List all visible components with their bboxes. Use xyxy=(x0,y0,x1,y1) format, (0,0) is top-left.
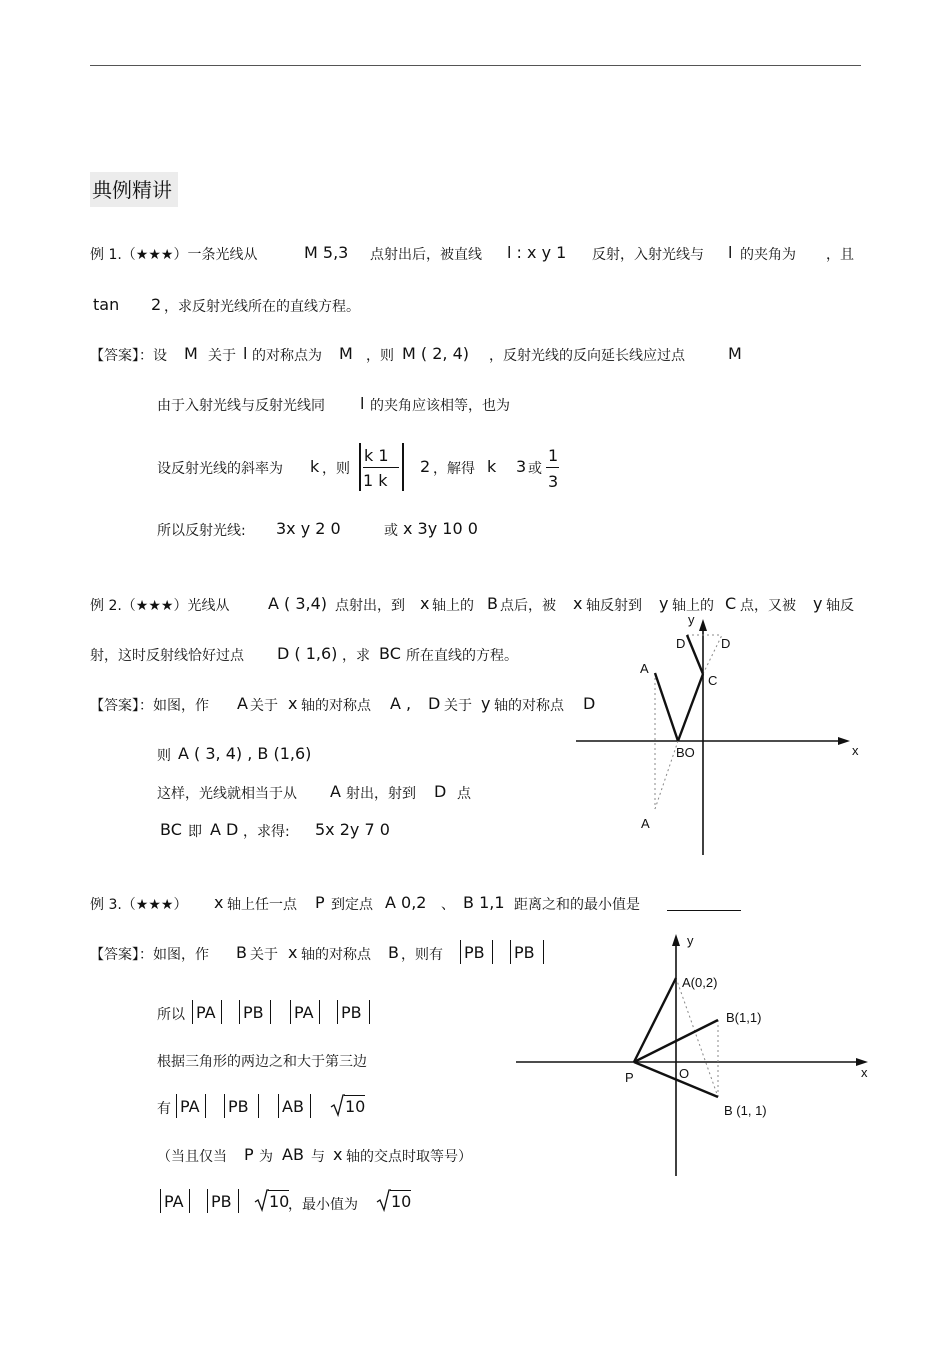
sqrt-overline xyxy=(390,1190,411,1191)
abs-bar xyxy=(319,1000,320,1024)
sqrt-overline xyxy=(344,1095,365,1096)
ex1-math: k xyxy=(487,457,497,476)
abs-bar xyxy=(460,940,461,964)
ex3-math: AB xyxy=(282,1145,304,1164)
abs-bar xyxy=(270,1000,271,1024)
label-A: A(0,2) xyxy=(682,975,718,990)
ex2-math: A D xyxy=(210,820,239,839)
ex3-math: PB xyxy=(514,943,535,962)
ex2-text: 轴反射到 xyxy=(586,598,642,614)
abs-bar xyxy=(510,940,511,964)
ex3-text: 距离之和的最小值是 xyxy=(514,897,640,913)
ex2-text: 轴的对称点 xyxy=(494,698,564,714)
ex3-math: PB xyxy=(464,943,485,962)
ex2-text: 点 xyxy=(457,786,471,802)
ex1-math: M xyxy=(184,344,198,363)
reflection-line xyxy=(703,635,722,674)
ex2-math: A , xyxy=(390,694,412,713)
ex3-math: PB xyxy=(228,1097,249,1116)
ex2-math: D xyxy=(428,694,441,713)
ex1-text: 关于 xyxy=(208,348,236,364)
abs-bar xyxy=(205,1094,206,1118)
ex1-fraction-den: 1 k xyxy=(363,471,388,490)
ex3-text: ，则有 xyxy=(401,947,443,963)
ex2-text: 点，又被 xyxy=(740,598,796,614)
ex3-text: （当且仅当 xyxy=(157,1149,227,1165)
ex3-text: 关于 xyxy=(250,947,278,963)
abs-bar xyxy=(192,1000,193,1024)
ex3-math: 10 xyxy=(345,1097,366,1116)
ex1-text: ，反射光线的反向延长线应过点 xyxy=(489,348,685,364)
abs-bar xyxy=(224,1094,225,1118)
ex1-math: 3 xyxy=(516,457,527,476)
ex3-answer: 【答案】：如图，作 xyxy=(90,947,209,963)
ex1-text: 设反射光线的斜率为 xyxy=(157,461,283,477)
label-x: x xyxy=(852,743,859,758)
ex3-math: PA xyxy=(164,1192,184,1211)
abs-bar xyxy=(258,1094,259,1118)
ex2-math: BC xyxy=(160,820,182,839)
ex3-math: PB xyxy=(211,1192,232,1211)
ex1-text: 的对称点为 xyxy=(252,348,322,364)
y-axis-arrow xyxy=(699,619,707,631)
answer-blank xyxy=(667,910,741,911)
ex1-text: 反射，入射光线与 xyxy=(592,247,704,263)
ex3-math: PA xyxy=(294,1003,314,1022)
ex2-math: D ( 1,6) xyxy=(277,644,338,663)
ex3-text: 轴上任一点 xyxy=(227,897,297,913)
ex1-text: ，求反射光线所在的直线方程。 xyxy=(164,299,360,315)
ex2-math: BC xyxy=(379,644,401,663)
ex1-text: 由于入射光线与反射光线同 xyxy=(157,398,325,414)
ex3-text: 轴的交点时取等号） xyxy=(346,1149,472,1165)
ex2-math: A xyxy=(330,782,341,801)
ex3-text: 所以 xyxy=(157,1007,185,1023)
ex1-text: ，则 xyxy=(322,461,350,477)
ex3-math: x xyxy=(288,943,298,962)
ex1-math: 2 xyxy=(151,295,162,314)
label-y: y xyxy=(688,612,695,627)
ex2-text: 关于 xyxy=(444,698,472,714)
ex3-text: 轴的对称点 xyxy=(301,947,371,963)
ex3-math: PA xyxy=(196,1003,216,1022)
ex2-math: x xyxy=(288,694,298,713)
ex3-math: x xyxy=(333,1145,343,1164)
light-ray-CD xyxy=(687,635,703,674)
ex2-text: 点射出，到 xyxy=(335,598,405,614)
fraction-bar xyxy=(546,467,559,468)
ex1-text: 点射出后，被直线 xyxy=(370,247,482,263)
ex1-math: tan xyxy=(93,295,120,314)
ex1-fraction-num: k 1 xyxy=(364,446,389,465)
label-A: A xyxy=(640,661,649,676)
ex1-math: 2 xyxy=(420,457,431,476)
ex2-text: 关于 xyxy=(250,698,278,714)
ex2-math: 5x 2y 7 0 xyxy=(315,820,390,839)
section-title: 典例精讲 xyxy=(90,172,178,207)
segment-PA xyxy=(634,978,676,1062)
label-B-prime: B (1, 1) xyxy=(724,1103,767,1118)
ex2-text: 轴上的 xyxy=(672,598,714,614)
ex1-fraction-num: 1 xyxy=(548,446,559,465)
ex3-math: B 1,1 xyxy=(463,893,505,912)
ex1-text: ，则 xyxy=(366,348,394,364)
abs-bar xyxy=(221,1000,222,1024)
ex1-math: M 5,3 xyxy=(304,243,349,262)
ex2-text: 点后，被 xyxy=(500,598,556,614)
ex2-math: A ( 3, 4) , B (1,6) xyxy=(178,744,312,763)
ex1-text: 或 xyxy=(528,461,542,477)
ex1-math: x 3y 10 0 xyxy=(403,519,478,538)
label-B: B(1,1) xyxy=(726,1010,762,1025)
ex3-math: P xyxy=(244,1145,254,1164)
abs-bar xyxy=(278,1094,279,1118)
label-D-prime: D xyxy=(721,636,731,651)
ex2-math: A xyxy=(237,694,248,713)
label-P: P xyxy=(625,1070,634,1085)
abs-bar-left xyxy=(359,443,361,491)
ex3-math: 10 xyxy=(269,1192,290,1211)
ex3-text: 与 xyxy=(311,1149,325,1165)
ex1-answer: 【答案】：设 xyxy=(90,348,167,364)
abs-bar xyxy=(176,1094,177,1118)
sqrt-sign xyxy=(254,1188,269,1212)
ex2-text: 轴的对称点 xyxy=(301,698,371,714)
ex3-text: 为 xyxy=(259,1149,273,1165)
ex3-math: A 0,2 xyxy=(385,893,427,912)
x-axis-arrow xyxy=(838,737,850,745)
ex1-math: M xyxy=(339,344,353,363)
ex2-text: ，求得: xyxy=(243,824,290,840)
ex1-fraction-den: 3 xyxy=(548,472,559,491)
ex3-math: PA xyxy=(180,1097,200,1116)
ex1-text: 或 xyxy=(384,523,398,539)
fraction-bar xyxy=(363,467,399,468)
ex2-text: 则 xyxy=(157,748,171,764)
ex2-text: 这样，光线就相当于从 xyxy=(157,786,297,802)
ex1-text: 所以反射光线: xyxy=(157,523,246,539)
reflection-line xyxy=(655,741,678,809)
top-rule xyxy=(90,65,861,66)
ex2-text: 轴反 xyxy=(826,598,854,614)
ex2-math: x xyxy=(573,594,583,613)
label-D: D xyxy=(676,636,686,651)
label-x: x xyxy=(861,1065,868,1080)
ex2-text: 轴上的 xyxy=(432,598,474,614)
ex3-text: 根据三角形的两边之和大于第三边 xyxy=(157,1054,367,1070)
ex3-text: 例 3.（★★★） xyxy=(90,897,188,913)
ex3-math: B xyxy=(388,943,399,962)
ex1-math: l xyxy=(728,243,733,262)
ex2-figure xyxy=(570,605,870,860)
ex3-text: 、 xyxy=(441,897,455,913)
ex2-math: x xyxy=(420,594,430,613)
ex3-math: AB xyxy=(282,1097,304,1116)
ex2-math: B xyxy=(487,594,498,613)
ex2-text: ，求 xyxy=(342,648,370,664)
ex1-text: 的夹角应该相等，也为 xyxy=(370,398,510,414)
ex2-math: A ( 3,4) xyxy=(268,594,328,613)
y-axis-arrow xyxy=(672,934,680,946)
abs-bar xyxy=(290,1000,291,1024)
light-ray-AB xyxy=(655,673,678,741)
abs-bar xyxy=(337,1000,338,1024)
ex1-math: l xyxy=(360,394,365,413)
ex3-math: PB xyxy=(243,1003,264,1022)
abs-bar xyxy=(189,1189,190,1213)
label-O: O xyxy=(679,1066,690,1081)
ex1-math: l : x y 1 xyxy=(507,243,567,262)
label-C: C xyxy=(708,673,718,688)
ex3-math: PB xyxy=(341,1003,362,1022)
abs-bar xyxy=(239,1000,240,1024)
ex2-math: D xyxy=(434,782,447,801)
abs-bar xyxy=(238,1189,239,1213)
ex3-math: x xyxy=(214,893,224,912)
label-BO: BO xyxy=(676,745,695,760)
ex2-answer: 【答案】：如图，作 xyxy=(90,698,209,714)
abs-bar xyxy=(160,1189,161,1213)
ex2-math: D xyxy=(583,694,596,713)
ex2-math: y xyxy=(659,594,669,613)
abs-bar xyxy=(310,1094,311,1118)
ex1-text: 的夹角为 xyxy=(740,247,796,263)
sqrt-sign xyxy=(330,1093,345,1117)
light-ray-BC xyxy=(678,674,703,741)
ex2-math: y xyxy=(481,694,491,713)
abs-bar xyxy=(492,940,493,964)
ex3-text: ，最小值为 xyxy=(288,1197,358,1213)
ex1-text: ，且 xyxy=(826,247,854,263)
abs-bar xyxy=(369,1000,370,1024)
ex3-text: 到定点 xyxy=(331,897,373,913)
ex2-math: C xyxy=(725,594,737,613)
ex3-math: B xyxy=(236,943,247,962)
ex2-text: 所在直线的方程。 xyxy=(406,648,518,664)
ex1-text: ，解得 xyxy=(433,461,475,477)
ex3-text: 有 xyxy=(157,1101,171,1117)
abs-bar xyxy=(207,1189,208,1213)
ex3-math: 10 xyxy=(391,1192,412,1211)
ex1-math: 3x y 2 0 xyxy=(276,519,341,538)
ex2-text: 即 xyxy=(188,824,202,840)
ex1-math: k xyxy=(310,457,320,476)
ex3-math: P xyxy=(315,893,325,912)
ex1-math: M xyxy=(728,344,742,363)
sqrt-overline xyxy=(268,1190,289,1191)
sqrt-sign xyxy=(376,1188,391,1212)
ex2-text: 射出，射到 xyxy=(346,786,416,802)
ex3-figure xyxy=(512,925,877,1180)
ex2-text: 射，这时反射线恰好过点 xyxy=(90,648,244,664)
ex1-text: 例 1.（★★★）一条光线从 xyxy=(90,247,258,263)
ex2-math: y xyxy=(813,594,823,613)
ex1-math: l xyxy=(243,344,248,363)
abs-bar-right xyxy=(402,443,404,491)
label-A-prime: A xyxy=(641,816,650,831)
ex1-math: M ( 2, 4) xyxy=(402,344,469,363)
ex2-text: 例 2.（★★★）光线从 xyxy=(90,598,230,614)
label-y: y xyxy=(687,933,694,948)
